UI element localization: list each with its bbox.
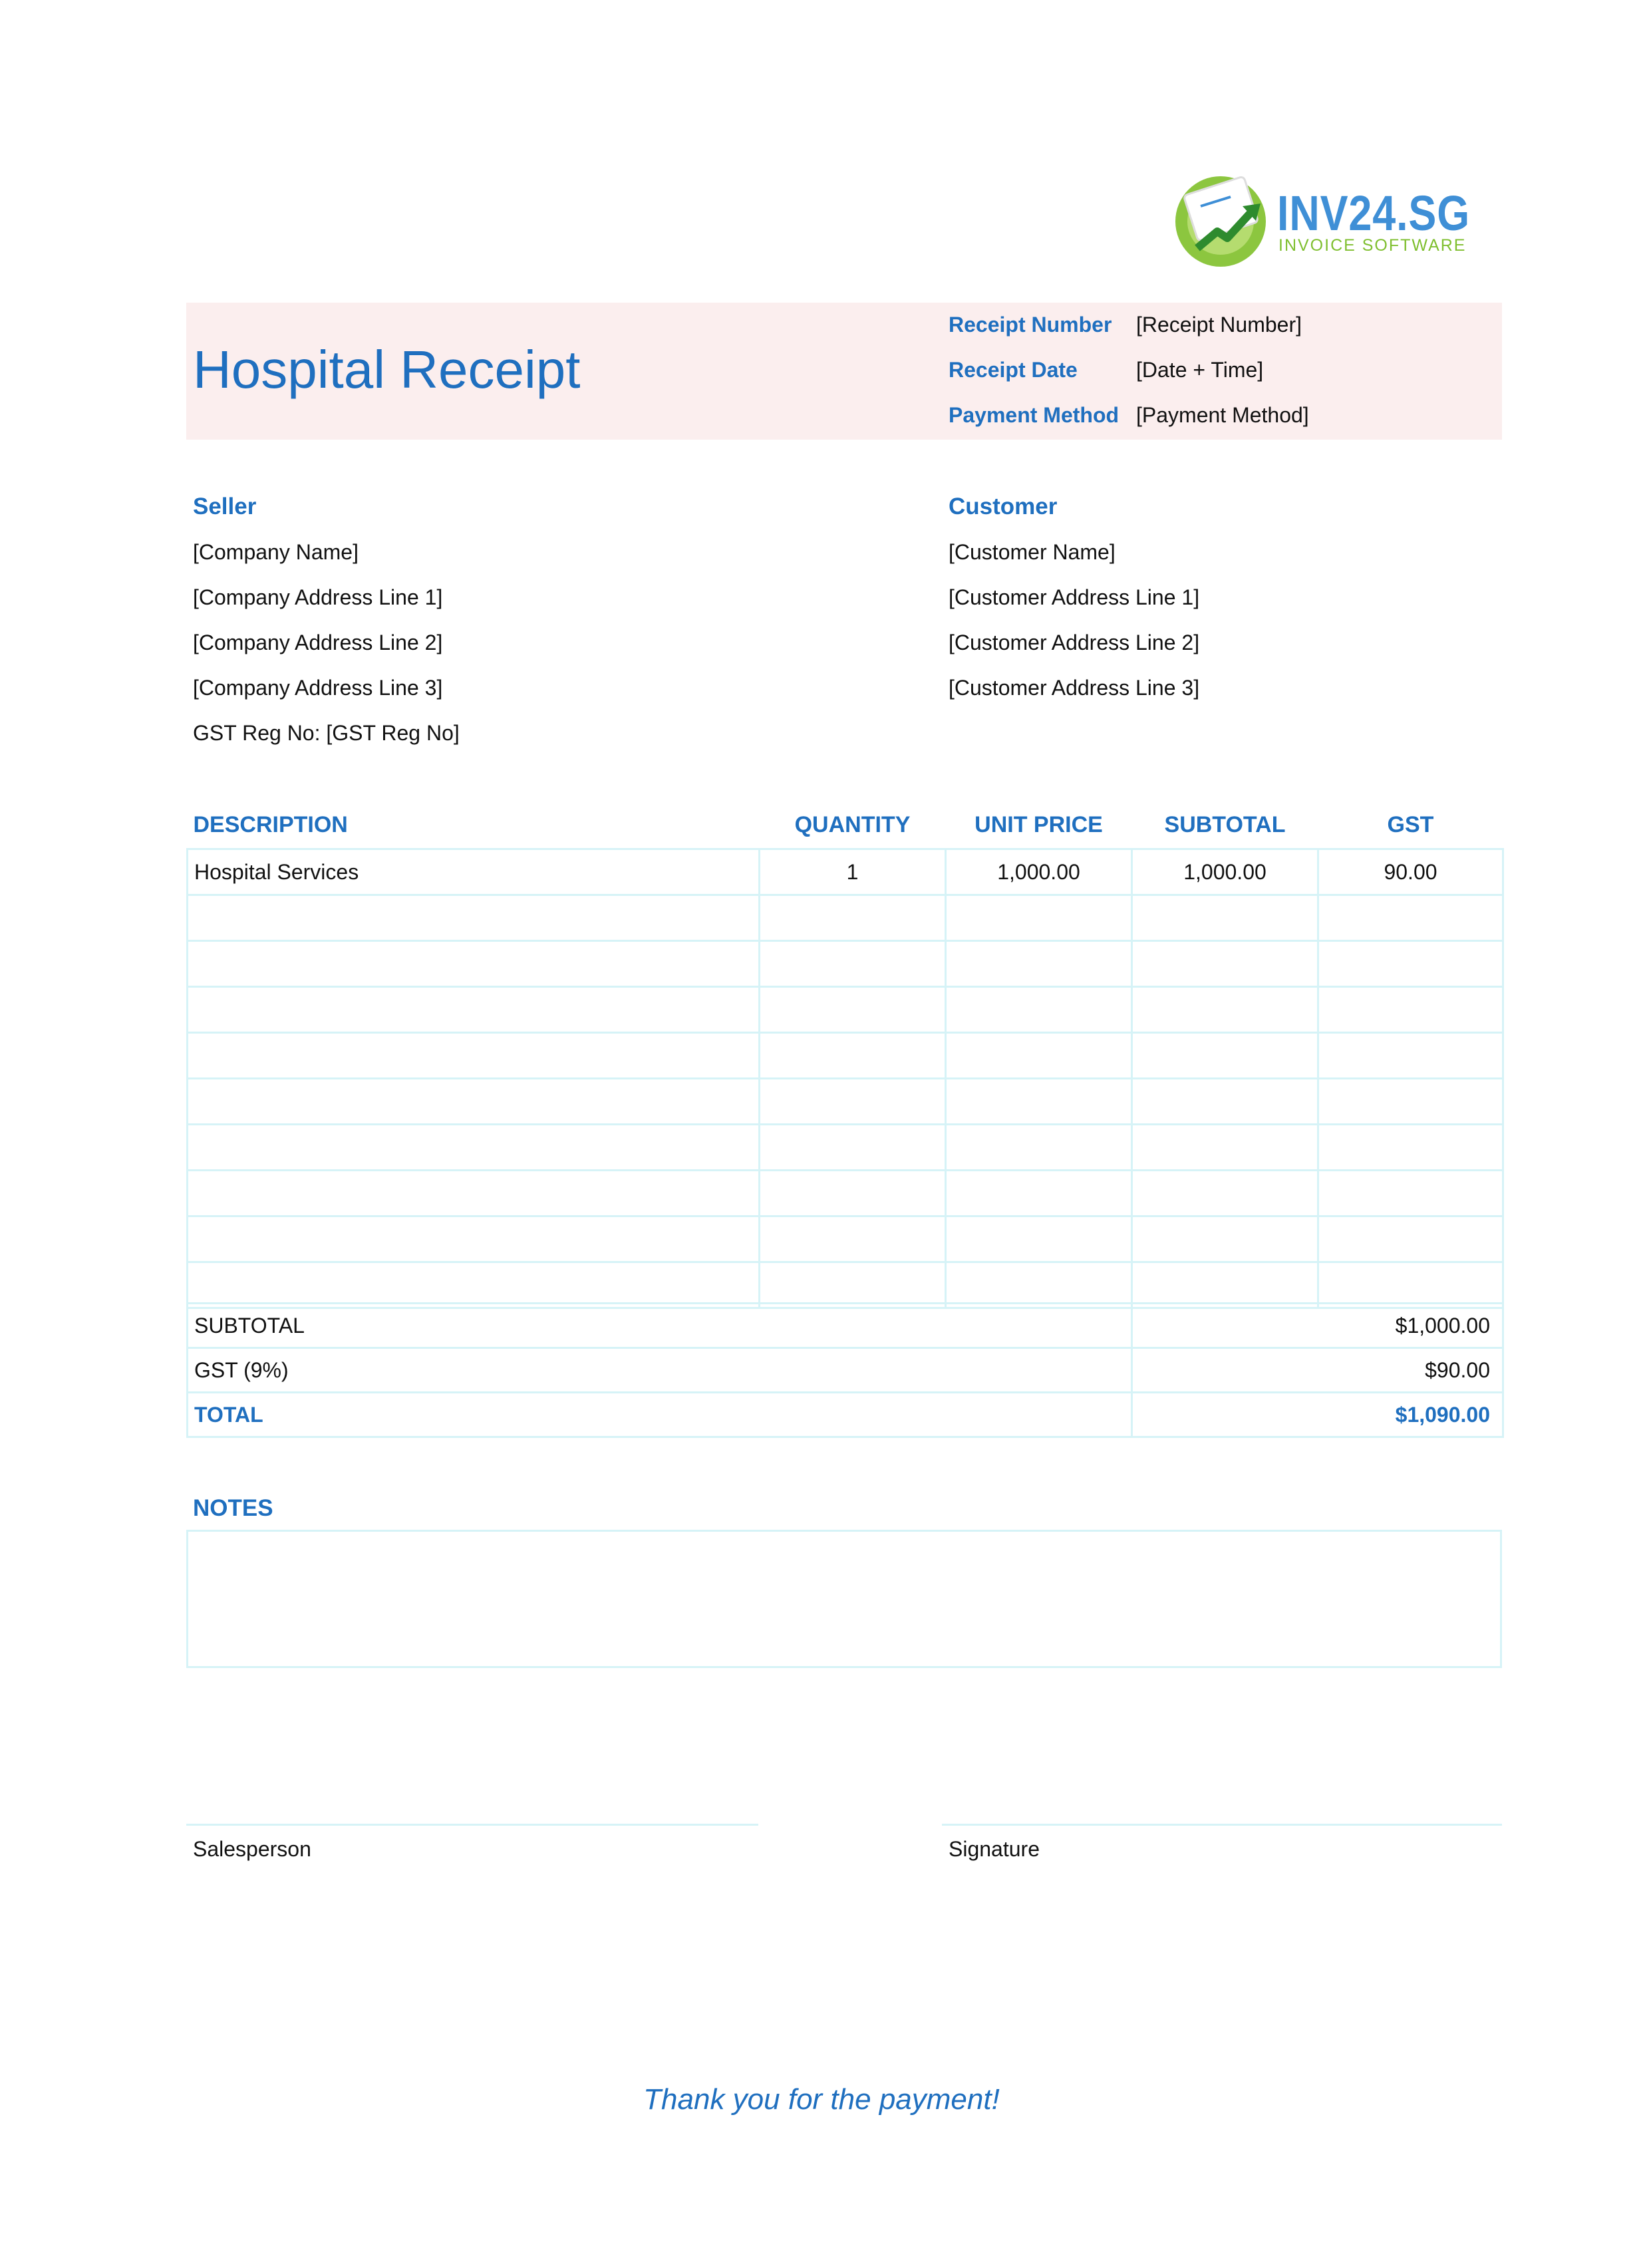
item-quantity: 1 <box>760 849 946 895</box>
item-quantity <box>760 1079 946 1125</box>
table-row <box>188 941 1503 987</box>
item-gst <box>1318 1033 1503 1079</box>
item-unit-price <box>946 1216 1132 1262</box>
item-gst <box>1318 941 1503 987</box>
seller-address-line-2: [Company Address Line 2] <box>193 631 443 654</box>
table-row <box>188 1262 1503 1308</box>
subtotal-label: SUBTOTAL <box>188 1304 1132 1348</box>
logo-tagline: INVOICE SOFTWARE <box>1278 236 1467 255</box>
receipt-date-value: [Date + Time] <box>1136 358 1264 382</box>
item-description <box>188 987 760 1033</box>
item-unit-price <box>946 895 1132 941</box>
item-description: Hospital Services <box>188 849 760 895</box>
notes-label: NOTES <box>193 1495 273 1521</box>
item-description <box>188 1079 760 1125</box>
item-subtotal <box>1132 987 1318 1033</box>
item-quantity <box>760 1125 946 1171</box>
subtotal-value: $1,000.00 <box>1132 1304 1503 1348</box>
customer-heading: Customer <box>949 494 1058 519</box>
item-unit-price <box>946 1125 1132 1171</box>
item-quantity <box>760 941 946 987</box>
table-row <box>188 849 1503 895</box>
item-gst <box>1318 1216 1503 1262</box>
item-description <box>188 1216 760 1262</box>
customer-name: [Customer Name] <box>949 540 1116 564</box>
item-quantity <box>760 1033 946 1079</box>
gst-label: GST (9%) <box>188 1348 1132 1393</box>
totals-table <box>186 1302 1504 1438</box>
notes-box <box>186 1530 1502 1668</box>
table-row <box>188 1125 1503 1171</box>
item-quantity <box>760 1262 946 1308</box>
item-subtotal <box>1132 1125 1318 1171</box>
table-row <box>188 895 1503 941</box>
item-subtotal <box>1132 1079 1318 1125</box>
table-row <box>188 987 1503 1033</box>
item-subtotal <box>1132 1262 1318 1308</box>
item-description <box>188 941 760 987</box>
seller-address-line-3: [Company Address Line 3] <box>193 676 443 700</box>
page-title: Hospital Receipt <box>193 340 581 399</box>
column-header-description: DESCRIPTION <box>193 811 348 837</box>
item-unit-price <box>946 1033 1132 1079</box>
item-gst <box>1318 987 1503 1033</box>
item-subtotal <box>1132 1171 1318 1216</box>
item-quantity <box>760 1171 946 1216</box>
salesperson-label: Salesperson <box>193 1837 311 1861</box>
item-description <box>188 1171 760 1216</box>
total-value: $1,090.00 <box>1132 1393 1503 1437</box>
item-gst: 90.00 <box>1318 849 1503 895</box>
receipt-number-label: Receipt Number <box>949 313 1112 337</box>
item-description <box>188 1033 760 1079</box>
item-subtotal <box>1132 1216 1318 1262</box>
column-header-gst: GST <box>1387 811 1434 837</box>
item-quantity <box>760 895 946 941</box>
item-unit-price <box>946 941 1132 987</box>
item-unit-price <box>946 1171 1132 1216</box>
item-subtotal <box>1132 1033 1318 1079</box>
item-description <box>188 1125 760 1171</box>
column-header-subtotal: SUBTOTAL <box>1164 811 1286 837</box>
column-header-unit-price: UNIT PRICE <box>974 811 1103 837</box>
seller-gst-reg: GST Reg No: [GST Reg No] <box>193 721 460 745</box>
item-description <box>188 1262 760 1308</box>
item-unit-price <box>946 987 1132 1033</box>
customer-address-line-3: [Customer Address Line 3] <box>949 676 1200 700</box>
total-row <box>188 1393 1503 1437</box>
signature-label: Signature <box>949 1837 1040 1861</box>
table-row <box>188 1079 1503 1125</box>
payment-method-value: [Payment Method] <box>1136 403 1309 427</box>
item-unit-price <box>946 1079 1132 1125</box>
payment-method-label: Payment Method <box>949 403 1120 427</box>
subtotal-row <box>188 1304 1503 1348</box>
item-gst <box>1318 1171 1503 1216</box>
table-row <box>188 1033 1503 1079</box>
item-unit-price: 1,000.00 <box>946 849 1132 895</box>
gst-row <box>188 1348 1503 1393</box>
column-header-quantity: QUANTITY <box>794 811 911 837</box>
item-unit-price <box>946 1262 1132 1308</box>
item-gst <box>1318 1079 1503 1125</box>
salesperson-signature-line <box>186 1824 758 1826</box>
items-table <box>186 801 1504 1309</box>
item-gst <box>1318 1262 1503 1308</box>
item-subtotal: 1,000.00 <box>1132 849 1318 895</box>
customer-address-line-2: [Customer Address Line 2] <box>949 631 1200 654</box>
item-subtotal <box>1132 895 1318 941</box>
item-gst <box>1318 1125 1503 1171</box>
seller-company-name: [Company Name] <box>193 540 359 564</box>
table-row <box>188 1216 1503 1262</box>
item-subtotal <box>1132 941 1318 987</box>
items-header-row <box>188 801 1503 849</box>
seller-heading: Seller <box>193 494 257 519</box>
thank-you-message: Thank you for the payment! <box>643 2083 1000 2116</box>
item-gst <box>1318 895 1503 941</box>
item-description <box>188 895 760 941</box>
customer-signature-line <box>942 1824 1502 1826</box>
item-quantity <box>760 1216 946 1262</box>
table-row <box>188 1171 1503 1216</box>
seller-address-line-1: [Company Address Line 1] <box>193 585 443 609</box>
total-label: TOTAL <box>188 1393 1132 1437</box>
item-quantity <box>760 987 946 1033</box>
receipt-number-value: [Receipt Number] <box>1136 313 1302 337</box>
gst-value: $90.00 <box>1132 1348 1503 1393</box>
customer-address-line-1: [Customer Address Line 1] <box>949 585 1200 609</box>
receipt-date-label: Receipt Date <box>949 358 1078 382</box>
logo-name: INV24.SG <box>1277 186 1470 241</box>
